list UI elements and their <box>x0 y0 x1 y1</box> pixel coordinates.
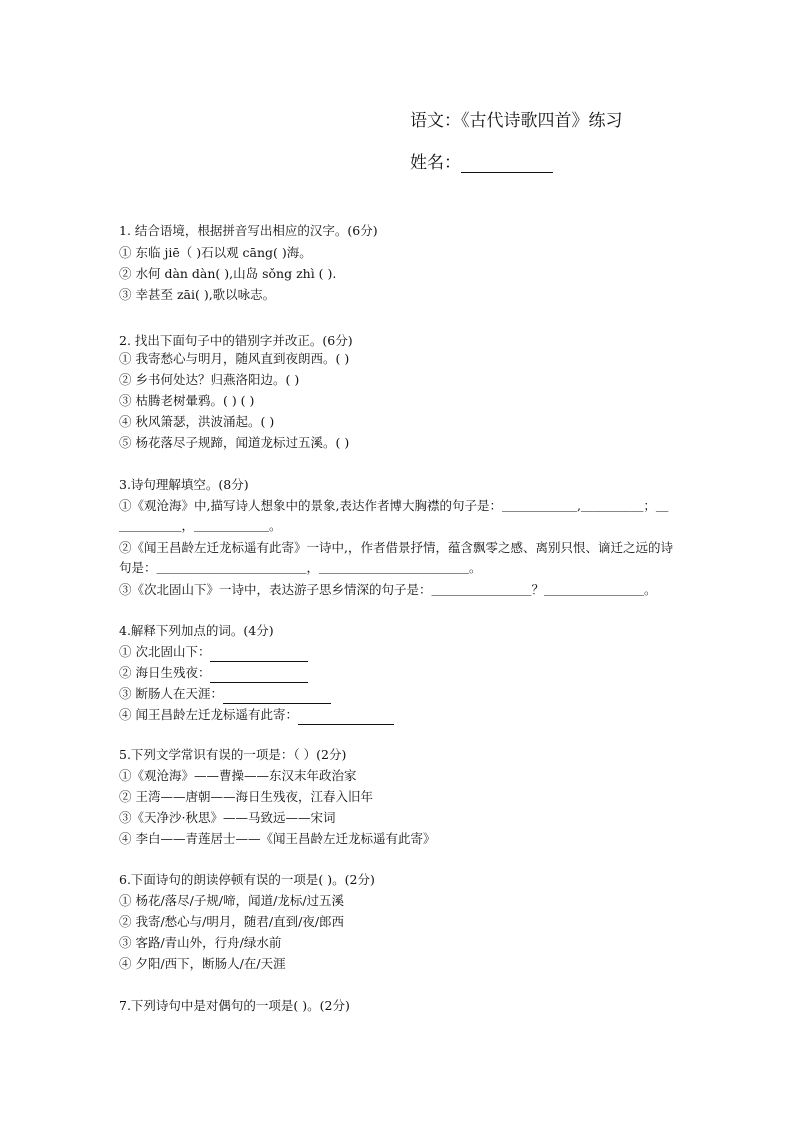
q5-item: ①《观沧海》——曹操——东汉末年政治家 <box>119 768 357 783</box>
answer-blank[interactable] <box>210 668 308 683</box>
q5-item: ③《天净沙·秋思》——马致远——宋词 <box>119 810 336 825</box>
q5-prompt: 5.下列文学常识有误的一项是：（ ）(2分) <box>119 747 347 762</box>
q2-item: ⑤ 杨花落尽子规蹄，闻道龙标过五溪。( ) <box>119 435 350 450</box>
q4-item-label: ② 海日生残夜： <box>119 665 211 680</box>
q6-item: ② 我寄/愁心与/明月，随君/直到/夜/郎西 <box>119 914 345 929</box>
q6-item: ① 杨花/落尽/子规/啼，闻道/龙标/过五溪 <box>119 893 345 908</box>
q4-item <box>119 663 308 683</box>
page-title: 语文：《古代诗歌四首》练习 <box>410 111 623 131</box>
q3-item-2: ②《闻王昌龄左迁龙标遥有此寄》一诗中,，作者借景抒情，蕴含飘零之感、离别只恨、谪迁之远的诗句是：＿＿＿＿＿＿＿＿＿＿＿＿，＿＿＿＿＿＿＿＿＿＿＿＿。 <box>119 540 673 575</box>
q6-prompt: 6.下面诗句的朗读停顿有误的一项是( )。(2分) <box>119 872 375 887</box>
q5-item: ④ 李白——青莲居士——《闻王昌龄左迁龙标遥有此寄》 <box>119 831 436 846</box>
name-field[interactable] <box>410 148 553 173</box>
q4-item-label: ③ 断肠人在天涯： <box>119 686 223 701</box>
q4-item-label: ① 次北固山下： <box>119 644 211 659</box>
q2-item: ③ 枯腾老树暈鸦。( ) ( ) <box>119 393 255 408</box>
q1-item: ③ 幸甚至 zāi( ),歌以咏志。 <box>119 287 276 302</box>
q4-prompt: 4.解释下列加点的词。(4分) <box>119 623 274 638</box>
q7-prompt: 7.下列诗句中是对偶句的一项是( )。(2分) <box>119 998 350 1013</box>
q4-item <box>119 684 331 704</box>
name-label: 姓名： <box>410 153 461 173</box>
q4-item-label: ④ 闻王昌龄左迁龙标遥有此寄： <box>119 707 298 722</box>
answer-blank[interactable] <box>210 647 308 662</box>
q1-prompt: 1. 结合语境，根据拼音写出相应的汉字。(6分) <box>119 223 378 238</box>
answer-blank[interactable] <box>223 689 331 704</box>
q2-prompt: 2. 找出下面句子中的错别字并改正。(6分) <box>119 333 353 348</box>
q3-prompt: 3.诗句理解填空。(8分) <box>119 477 249 492</box>
q2-item: ① 我寄愁心与明月，随风直到夜朗西。( ) <box>119 351 350 366</box>
q1-item: ① 东临 jiē（ )石以观 cāng( )海。 <box>119 245 312 260</box>
q5-item: ② 王湾——唐朝——海日生残夜，江春入旧年 <box>119 789 373 804</box>
q2-item: ② 乡书何处达？归燕洛阳边。( ) <box>119 372 300 387</box>
q3-item-1: ①《观沧海》中,描写诗人想象中的景象,表达作者博大胸襟的句子是：＿＿＿＿＿＿,＿＿＿＿＿；＿＿＿＿＿＿，＿＿＿＿＿＿。 <box>119 498 669 533</box>
q2-item: ④ 秋风箫瑟，洪波涌起。( ) <box>119 414 275 429</box>
q6-item: ④ 夕阳/西下，断肠人/在/天涯 <box>119 956 286 971</box>
q4-item <box>119 705 394 725</box>
q6-item: ③ 客路/青山外，行舟/绿水前 <box>119 935 282 950</box>
answer-blank[interactable] <box>298 710 394 725</box>
q4-item <box>119 642 308 662</box>
q3-item-3: ③《次北固山下》一诗中，表达游子思乡情深的句子是：＿＿＿＿＿＿＿＿？＿＿＿＿＿＿＿＿。 <box>119 582 657 597</box>
q1-item: ② 水何 dàn dàn( ),山岛 sǒng zhì ( ). <box>119 266 337 281</box>
name-blank[interactable] <box>461 158 553 173</box>
